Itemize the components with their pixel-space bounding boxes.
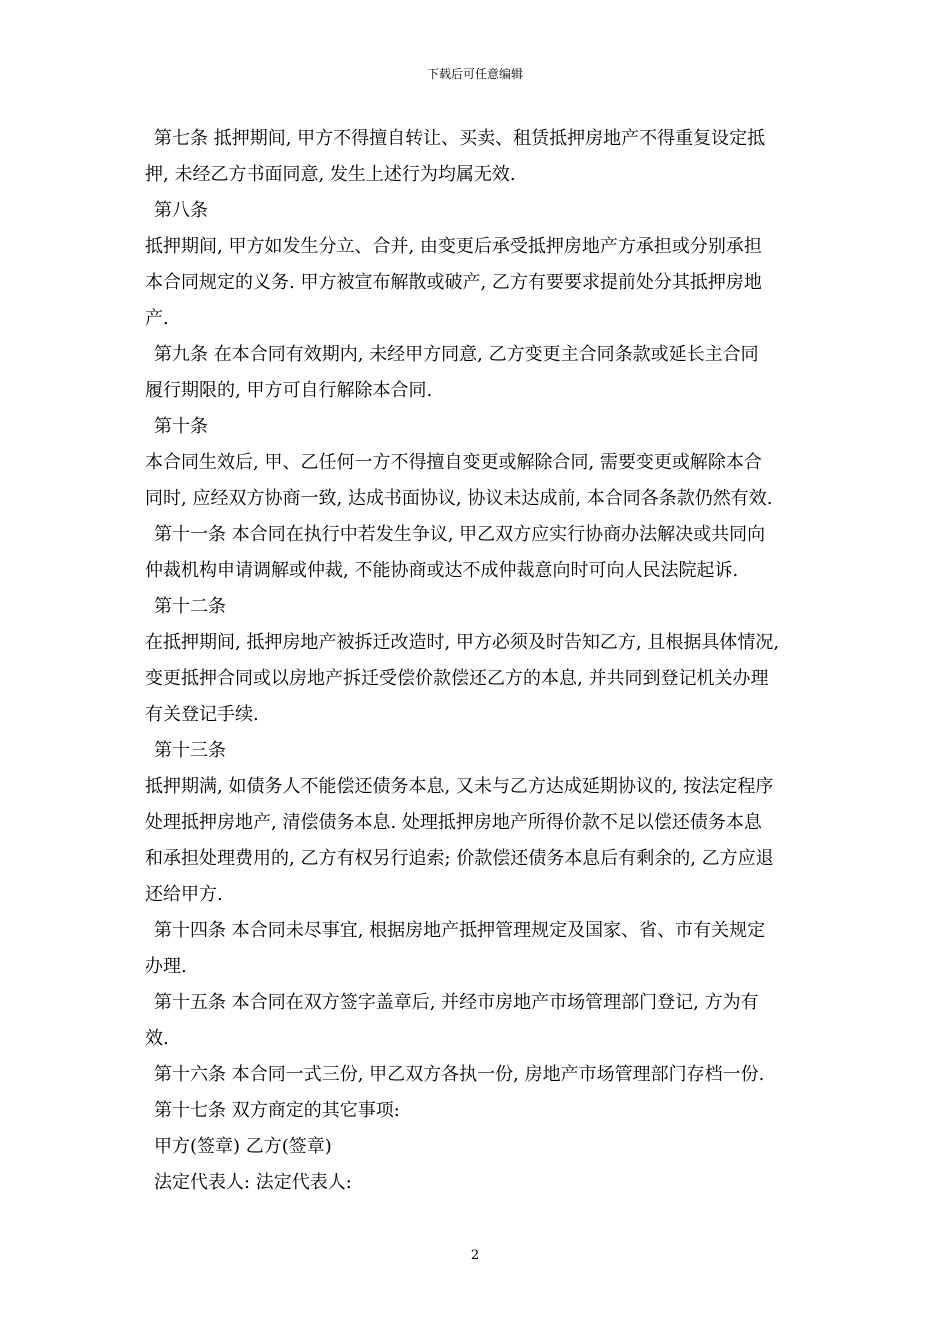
text-line: 抵押期满, 如债务人不能偿还债务本息, 又未与乙方达成延期协议的, 按法定程序 — [145, 776, 774, 797]
text-line: 同时, 应经双方协商一致, 达成书面协议, 协议未达成前, 本合同各条款仍然有效. — [145, 488, 773, 509]
text-line: 第九条 在本合同有效期内, 未经甲方同意, 乙方变更主合同条款或延长主合同 — [154, 344, 759, 365]
text-line: 第十六条 本合同一式三份, 甲乙双方各执一份, 房地产市场管理部门存档一份. — [154, 1064, 765, 1085]
document-body — [145, 121, 810, 1201]
text-line: 法定代表人: 法定代表人: — [154, 1172, 352, 1193]
text-line: 本合同生效后, 甲、乙任何一方不得擅自变更或解除合同, 需要变更或解除本合 — [145, 452, 762, 473]
text-line: 还给甲方. — [145, 884, 223, 905]
text-line: 效. — [145, 1028, 169, 1049]
text-line: 在抵押期间, 抵押房地产被拆迁改造时, 甲方必须及时告知乙方, 且根据具体情况, — [145, 632, 780, 653]
text-line: 办理. — [145, 956, 187, 977]
text-line: 变更抵押合同或以房地产拆迁受偿价款偿还乙方的本息, 并共同到登记机关办理 — [145, 668, 769, 689]
text-line: 第七条 抵押期间, 甲方不得擅自转让、买卖、租赁抵押房地产不得重复设定抵 — [154, 128, 766, 149]
page-number: 2 — [470, 1248, 480, 1263]
page-header: 下载后可任意编辑 — [426, 67, 523, 81]
text-line: 有关登记手续. — [145, 704, 259, 725]
text-line: 仲裁机构申请调解或仲裁, 不能协商或达不成仲裁意向时可向人民法院起诉. — [145, 560, 739, 581]
text-line: 第八条 — [154, 200, 208, 221]
text-line: 押, 未经乙方书面同意, 发生上述行为均属无效. — [145, 164, 516, 185]
text-line: 第十条 — [154, 416, 208, 437]
text-line: 处理抵押房地产, 清偿债务本息. 处理抵押房地产所得价款不足以偿还债务本息 — [145, 812, 762, 833]
text-line: 抵押期间, 甲方如发生分立、合并, 由变更后承受抵押房地产方承担或分别承担 — [145, 236, 762, 257]
text-line: 和承担处理费用的, 乙方有权另行追索; 价款偿还债务本息后有剩余的, 乙方应退 — [145, 848, 774, 869]
text-line: 本合同规定的义务. 甲方被宣布解散或破产, 乙方有要要求提前处分其抵押房地 — [145, 272, 762, 293]
text-line: 第十七条 双方商定的其它事项: — [154, 1100, 400, 1121]
text-line: 甲方(签章) 乙方(签章) — [154, 1136, 332, 1157]
text-line: 产. — [145, 308, 169, 329]
text-line: 第十一条 本合同在执行中若发生争议, 甲乙双方应实行协商办法解决或共同向 — [154, 524, 766, 545]
text-line: 第十三条 — [154, 740, 226, 761]
text-line: 第十二条 — [154, 596, 226, 617]
text-line: 履行期限的, 甲方可自行解除本合同. — [145, 380, 433, 401]
text-line: 第十五条 本合同在双方签字盖章后, 并经市房地产市场管理部门登记, 方为有 — [154, 992, 759, 1013]
text-line: 第十四条 本合同未尽事宜, 根据房地产抵押管理规定及国家、省、市有关规定 — [154, 920, 766, 941]
